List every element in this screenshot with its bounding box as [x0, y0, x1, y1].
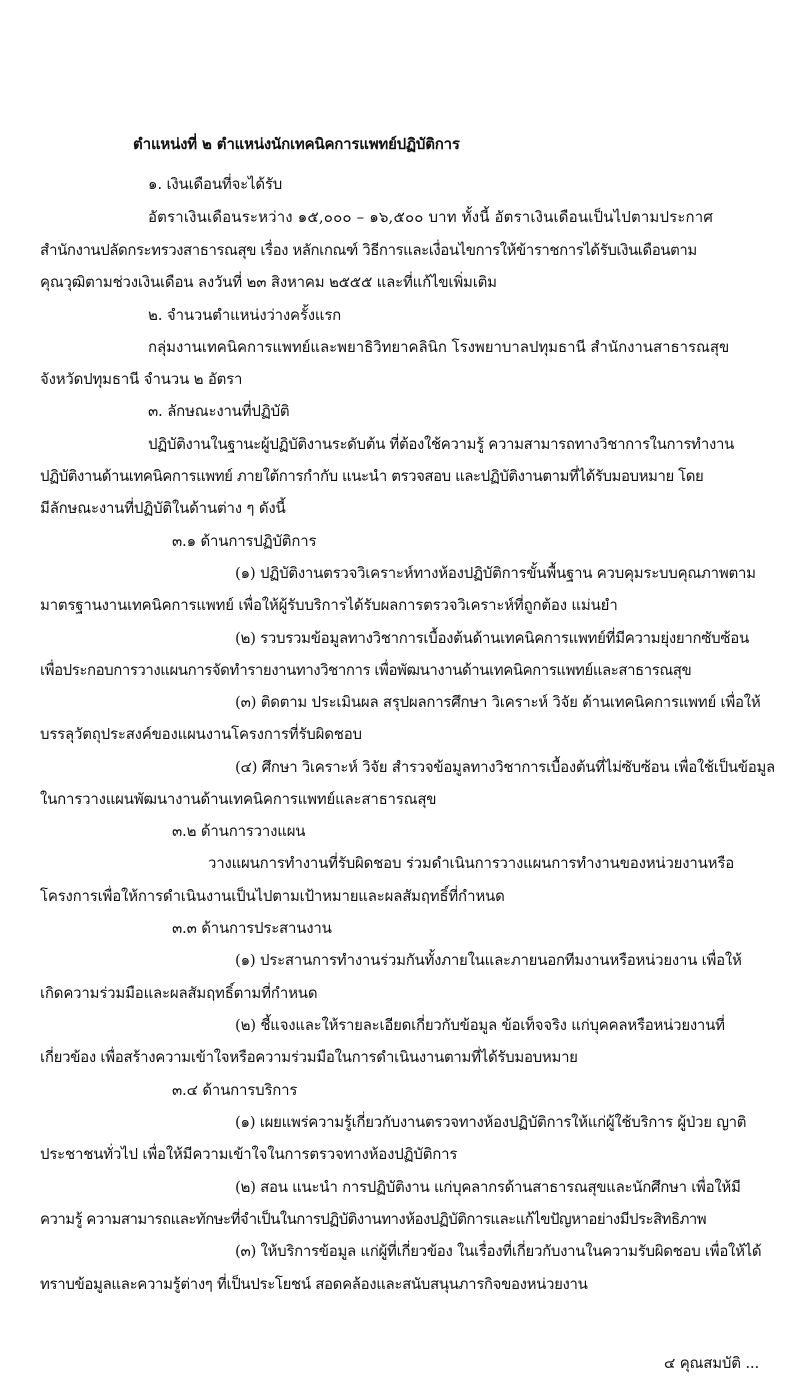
section-2-heading: ๒. จำนวนตำแหน่งว่างครั้งแรก: [148, 306, 342, 324]
subsection-3-3-line: (๒) ชี้แจงและให้รายละเอียดเกี่ยวกับข้อมูล ข้อเท็จจริง แก่บุคคลหรือหน่วยงานที่: [235, 1016, 725, 1034]
document-title: ตำแหน่งที่ ๒ ตำแหน่งนักเทคนิคการแพทย์ปฏิบัติการ: [133, 135, 460, 153]
subsection-3-2-heading: ๓.๒ ด้านการวางแผน: [172, 822, 306, 840]
subsection-3-4-line: ทราบข้อมูลและความรู้ต่างๆ ที่เป็นประโยชน์ สอดคล้องและสนับสนุนภารกิจของหน่วยงาน: [40, 1275, 588, 1293]
section-1-line: คุณวุฒิตามช่วงเงินเดือน ลงวันที่ ๒๓ สิงหาคม ๒๕๕๕ และที่แก้ไขเพิ่มเติม: [40, 273, 497, 291]
subsection-3-3-line: เกิดความร่วมมือและผลสัมฤทธิ์ตามที่กำหนด: [40, 984, 318, 1002]
subsection-3-4-heading: ๓.๔ ด้านการบริการ: [172, 1081, 298, 1099]
section-2-line: จังหวัดปทุมธานี จำนวน ๒ อัตรา: [40, 370, 243, 388]
section-1-line: อัตราเงินเดือนระหว่าง ๑๕,๐๐๐ – ๑๖,๕๐๐ บาท ทั้งนี้ อัตราเงินเดือนเป็นไปตามประกาศ: [148, 208, 714, 226]
section-3-line: ปฏิบัติงานในฐานะผู้ปฏิบัติงานระดับต้น ที่ต้องใช้ความรู้ ความสามารถทางวิชาการในการทำงาน: [148, 435, 734, 453]
subsection-3-4-line: (๒) สอน แนะนำ การปฏิบัติงาน แก่บุคลากรด้านสาธารณสุขและนักศึกษา เพื่อให้มี: [235, 1178, 741, 1196]
subsection-3-1-line: บรรลุวัตถุประสงค์ของแผนงานโครงการที่รับผิดชอบ: [40, 725, 362, 743]
subsection-3-1-line: ในการวางแผนพัฒนางานด้านเทคนิคการแพทย์และสาธารณสุข: [40, 790, 437, 808]
subsection-3-4-line: ความรู้ ความสามารถและทักษะที่จำเป็นในการปฏิบัติงานทางห้องปฏิบัติการและแก้ไขปัญหาอย่างมีประสิทธิภาพ: [40, 1210, 707, 1228]
subsection-3-1-line: มาตรฐานงานเทคนิคการแพทย์ เพื่อให้ผู้รับบริการได้รับผลการตรวจวิเคราะห์ที่ถูกต้อง แม่นยำ: [40, 596, 618, 614]
subsection-3-3-line: เกี่ยวข้อง เพื่อสร้างความเข้าใจหรือความร่วมมือในการดำเนินงานตามที่ได้รับมอบหมาย: [40, 1048, 578, 1066]
subsection-3-1-heading: ๓.๑ ด้านการปฏิบัติการ: [172, 532, 317, 550]
subsection-3-1-line: (๓) ติดตาม ประเมินผล สรุปผลการศึกษา วิเคราะห์ วิจัย ด้านเทคนิคการแพทย์ เพื่อให้: [235, 693, 761, 711]
section-3-heading: ๓. ลักษณะงานที่ปฏิบัติ: [148, 402, 290, 420]
continuation-marker: ๔ คุณสมบัติ ...: [664, 1354, 760, 1372]
subsection-3-4-line: ประชาชนทั่วไป เพื่อให้มีความเข้าใจในการตรวจทางห้องปฏิบัติการ: [40, 1145, 458, 1163]
subsection-3-2-line: วางแผนการทำงานที่รับผิดชอบ ร่วมดำเนินการวางแผนการทำงานของหน่วยงานหรือ: [208, 854, 735, 872]
subsection-3-2-line: โครงการเพื่อให้การดำเนินงานเป็นไปตามเป้าหมายและผลสัมฤทธิ์ที่กำหนด: [40, 887, 505, 905]
section-3-line: มีลักษณะงานที่ปฏิบัติในด้านต่าง ๆ ดังนี้: [40, 499, 286, 517]
section-3-line: ปฏิบัติงานด้านเทคนิคการแพทย์ ภายใต้การกำกับ แนะนำ ตรวจสอบ และปฏิบัติงานตามที่ได้รับมอบหมาย โดย: [40, 467, 704, 485]
section-1-heading: ๑. เงินเดือนที่จะได้รับ: [148, 175, 283, 193]
subsection-3-3-heading: ๓.๓ ด้านการประสานงาน: [172, 919, 332, 937]
subsection-3-1-line: (๔) ศึกษา วิเคราะห์ วิจัย สำรวจข้อมูลทางวิชาการเบื้องต้นที่ไม่ซับซ้อน เพื่อใช้เป็นข้อมูล: [235, 758, 775, 776]
subsection-3-1-line: (๒) รวบรวมข้อมูลทางวิชาการเบื้องต้นด้านเทคนิคการแพทย์ที่มีความยุ่งยากซับซ้อน: [235, 629, 749, 647]
section-1-line: สำนักงานปลัดกระทรวงสาธารณสุข เรื่อง หลักเกณฑ์ วิธีการและเงื่อนไขการให้ข้าราชการได้รับเงินเดือนตาม: [40, 241, 697, 259]
subsection-3-4-line: (๓) ให้บริการข้อมูล แก่ผู้ที่เกี่ยวข้อง ในเรื่องที่เกี่ยวกับงานในความรับผิดชอบ เพื่อให้ได้: [235, 1242, 762, 1260]
subsection-3-1-line: เพื่อประกอบการวางแผนการจัดทำรายงานทางวิชาการ เพื่อพัฒนางานด้านเทคนิคการแพทย์และสาธารณสุข: [40, 661, 692, 679]
subsection-3-4-line: (๑) เผยแพร่ความรู้เกี่ยวกับงานตรวจทางห้องปฏิบัติการให้แก่ผู้ใช้บริการ ผู้ป่วย ญาติ: [235, 1113, 747, 1131]
subsection-3-1-line: (๑) ปฏิบัติงานตรวจวิเคราะห์ทางห้องปฏิบัติการขั้นพื้นฐาน ควบคุมระบบคุณภาพตาม: [235, 564, 756, 582]
subsection-3-3-line: (๑) ประสานการทำงานร่วมกันทั้งภายในและภายนอกทีมงานหรือหน่วยงาน เพื่อให้: [235, 951, 742, 969]
section-2-line: กลุ่มงานเทคนิคการแพทย์และพยาธิวิทยาคลินิก โรงพยาบาลปทุมธานี สำนักงานสาธารณสุข: [148, 338, 730, 356]
